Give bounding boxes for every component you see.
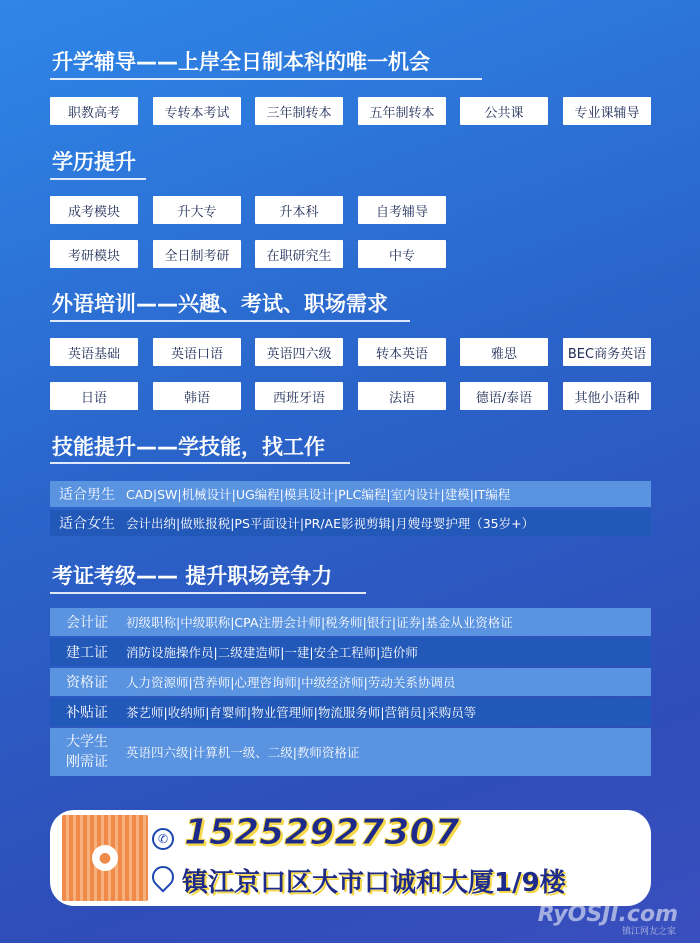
watermark-logo: RyOSJI.com bbox=[537, 902, 678, 927]
section-underline bbox=[50, 320, 410, 322]
row-label-line2: 刚需证 bbox=[66, 754, 108, 770]
section-title-skills: 技能提升——学技能，找工作 bbox=[52, 435, 325, 459]
watermark-subtitle: 镇江网友之家 bbox=[621, 927, 676, 937]
tag-item[interactable]: 公共课 bbox=[460, 97, 548, 125]
tag-item[interactable]: 自考辅导 bbox=[358, 196, 446, 224]
tag-item[interactable]: 成考模块 bbox=[50, 196, 138, 224]
tag-item[interactable]: 在职研究生 bbox=[255, 240, 343, 268]
cert-row-subsidy[interactable] bbox=[50, 698, 651, 726]
section-underline bbox=[50, 592, 366, 594]
section-underline bbox=[50, 78, 482, 80]
wechat-icon: ● bbox=[92, 845, 118, 871]
cert-row-students[interactable] bbox=[50, 728, 651, 776]
section-title-upgrade: 升学辅导——上岸全日制本科的唯一机会 bbox=[52, 50, 430, 74]
tag-item[interactable]: 职教高考 bbox=[50, 97, 138, 125]
tag-item[interactable]: 韩语 bbox=[153, 382, 241, 410]
row-label: 建工证 bbox=[66, 645, 108, 661]
row-content: 会计出纳|做账报税|PS平面设计|PR/AE影视剪辑|月嫂母婴护理（35岁+） bbox=[126, 516, 535, 531]
tag-item[interactable]: 专业课辅导 bbox=[563, 97, 651, 125]
row-content: 消防设施操作员|二级建造师|一建|安全工程师|造价师 bbox=[126, 645, 418, 660]
tag-item[interactable]: 日语 bbox=[50, 382, 138, 410]
tag-item[interactable]: 五年制转本 bbox=[358, 97, 446, 125]
row-label-line1: 大学生 bbox=[66, 734, 108, 750]
row-label: 适合女生 bbox=[59, 516, 115, 532]
row-content: CAD|SW|机械设计|UG编程|模具设计|PLC编程|室内设计|建模|IT编程 bbox=[126, 487, 511, 502]
row-content: 茶艺师|收纳师|育婴师|物业管理师|物流服务师|营销员|采购员等 bbox=[126, 705, 477, 720]
tag-item[interactable]: 雅思 bbox=[460, 338, 548, 366]
skill-row-women[interactable] bbox=[50, 510, 651, 536]
section-underline bbox=[50, 178, 146, 180]
tag-item[interactable]: 西班牙语 bbox=[255, 382, 343, 410]
phone-icon: ✆ bbox=[152, 828, 174, 850]
section-title-certificates: 考证考级—— 提升职场竞争力 bbox=[52, 564, 333, 588]
tag-item[interactable]: 升本科 bbox=[255, 196, 343, 224]
row-label: 会计证 bbox=[66, 615, 108, 631]
tag-item[interactable]: 法语 bbox=[358, 382, 446, 410]
address: 镇江京口区大市口诚和大厦1/9楼 bbox=[182, 868, 566, 898]
section-title-education: 学历提升 bbox=[52, 150, 136, 174]
tag-item[interactable]: 全日制考研 bbox=[153, 240, 241, 268]
tag-item[interactable]: 其他小语种 bbox=[563, 382, 651, 410]
tag-item[interactable]: 专转本考试 bbox=[153, 97, 241, 125]
tag-item[interactable]: 中专 bbox=[358, 240, 446, 268]
row-label: 补贴证 bbox=[66, 705, 108, 721]
row-content: 人力资源师|营养师|心理咨询师|中级经济师|劳动关系协调员 bbox=[126, 675, 456, 690]
phone-number[interactable]: 15252927307 bbox=[184, 812, 460, 853]
tag-item[interactable]: 英语口语 bbox=[153, 338, 241, 366]
row-label bbox=[50, 732, 124, 772]
cert-row-construction[interactable] bbox=[50, 638, 651, 666]
section-underline bbox=[50, 462, 350, 464]
row-content: 初级职称|中级职称|CPA注册会计师|税务师|银行|证券|基金从业资格证 bbox=[126, 615, 513, 630]
tag-item[interactable]: 升大专 bbox=[153, 196, 241, 224]
tag-item[interactable]: 转本英语 bbox=[358, 338, 446, 366]
row-label: 适合男生 bbox=[59, 487, 115, 503]
tag-item[interactable]: 德语/泰语 bbox=[460, 382, 548, 410]
section-title-language: 外语培训——兴趣、考试、职场需求 bbox=[52, 292, 388, 316]
row-label: 资格证 bbox=[66, 675, 108, 691]
row-content: 英语四六级|计算机一级、二级|教师资格证 bbox=[126, 745, 360, 760]
tag-item[interactable]: 英语基础 bbox=[50, 338, 138, 366]
tag-item[interactable]: 英语四六级 bbox=[255, 338, 343, 366]
tag-item[interactable]: 考研模块 bbox=[50, 240, 138, 268]
tag-item[interactable]: 三年制转本 bbox=[255, 97, 343, 125]
skill-row-men[interactable] bbox=[50, 481, 651, 507]
cert-row-qualification[interactable] bbox=[50, 668, 651, 696]
tag-item[interactable]: BEC商务英语 bbox=[563, 338, 651, 366]
cert-row-accounting[interactable] bbox=[50, 608, 651, 636]
